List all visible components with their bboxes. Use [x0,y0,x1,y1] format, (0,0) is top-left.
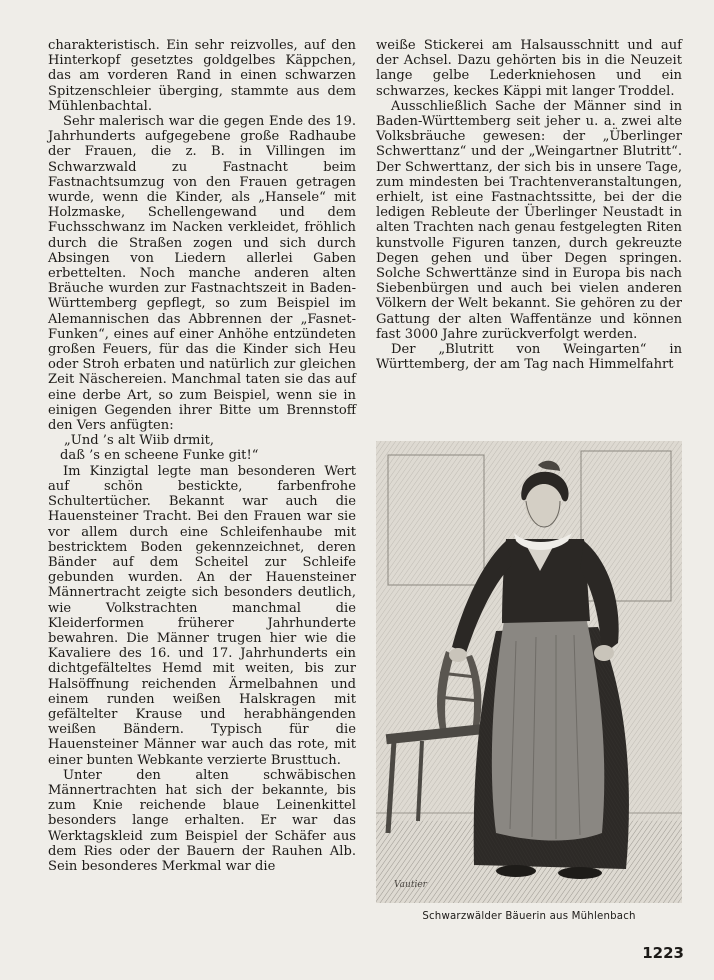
paragraph: Ausschließlich Sache der Männer sind in Baden-Württemberg seit jeher u. a. zwei alte Volksbräuche gewesen: der „Überlinger Schwerttanz“ und der „Weingartner Blutritt“. Der Schwerttanz, der sich bis in unsere Tage, zum mindesten bei Trachtenveranstaltungen, erhielt, ist eine Fastnachtssitte, bei der die ledigen Rebleute der Überlinger Neustadt in alten Trachten nach genau festgelegten Riten kunstvolle Figuren tanzen, durch gekreuzte Degen gehen und über Degen springen. Solche Schwerttänze sind in Europa bis nach Siebenbürgen und auch bei vielen anderen Völkern der Welt bekannt. Sie gehören zu der Gattung der alten Waffentänze und können fast 3000 Jahre zurückverfolgt werden. [376,98,682,342]
paragraph: weiße Stickerei am Halsausschnitt und auf der Achsel. Dazu gehörten bis in die Neuzeit lange gelbe Lederkniehosen und ein schwarzes, keckes Käppi mit langer Troddel. [376,38,682,99]
paragraph: Im Kinzigtal legte man besonderen Wert auf schön bestickte, farbenfrohe Schultertücher. Bekannt war auch die Hauensteiner Tracht. Bei den Frauen war sie vor allem durch eine Schleifenhaube mit bestricktem Boden gekennzeichnet, deren Bänder auf dem Scheitel zur Schleife gebunden wurden. An der Hauensteiner Männertracht zeigte sich besonders deutlich, wie Volkstrachten manchmal die Kleiderformen früherer Jahrhunderte bewahren. Die Männer trugen hier wie die Kavaliere des 16. und 17. Jahrhunderts ein dichtgefälteltes Hemd mit weiten, bis zur Halsöffnung reichenden Ärmelbahnen und einem runden weißen Halskragen mit gefältelter Krause und herabhängenden weißen Bändern. Typisch für die Hauensteiner Männer war auch das rote, mit einer bunten Webkante verzierte Brusttuch. [48,463,356,768]
artist-signature: Vautier [394,880,427,890]
engraving-woman-in-costume [376,441,682,903]
paragraph: charakteristisch. Ein sehr reizvolles, auf den Hinterkopf gesetztes goldgelbes Käppchen, das am vorderen Rand in einen schwarzen Spitzenschleier überging, stammte aus dem Mühlenbachtal. [48,38,356,114]
verse-line: daß ’s en scheene Funke git!“ [60,448,259,464]
right-text-column [376,38,682,372]
page-number: 1223 [642,944,684,962]
paragraph: Sehr malerisch war die gegen Ende des 19. Jahrhunderts aufgegebene große Radhaube der Frauen, die z. B. in Villingen im Schwarzwald zu Fastnacht beim Fastnachtsumzug von den Frauen getragen wurde, wenn die Kinder, als „Hansele“ mit Holzmaske, Schellengewand und dem Fuchsschwanz im Nacken verkleidet, fröhlich durch die Straßen zogen und sich durch Absingen von Liedern allerlei Gaben erbettelten. Noch manche anderen alten Bräuche wurden zur Fastnachtszeit in Baden-Württemberg gepflegt, so zum Beispiel im Alemannischen das Abbrennen der „Fasnet-Funken“, eines auf einer Anhöhe entzündeten großen Feuers, für das die Kinder sich Heu oder Stroh erbaten und natürlich zur gleichen Zeit Näschereien. Manchmal taten sie das auf eine derbe Art, so zum Beispiel, wenn sie in einigen Gegenden ihrer Bitte um Brennstoff den Vers anfügten: [48,114,356,434]
paragraph: Unter den alten schwäbischen Männertrachten hat sich der bekannte, bis zum Knie reichende blaue Leinenkittel besonders lange erhalten. Er war das Werktagskleid zum Beispiel der Schäfer aus dem Ries oder der Bauern der Rauhen Alb. Sein besonderes Merkmal war die [48,767,356,874]
verse-line: „Und ’s alt Wiib drmit, [64,433,215,449]
illustration-farmer-woman [376,441,682,903]
left-text-column [48,38,356,874]
paragraph: Der „Blutritt von Weingarten“ in Württemberg, der am Tag nach Himmelfahrt [376,342,682,373]
figure-caption: Schwarzwälder Bäuerin aus Mühlenbach [422,911,636,922]
